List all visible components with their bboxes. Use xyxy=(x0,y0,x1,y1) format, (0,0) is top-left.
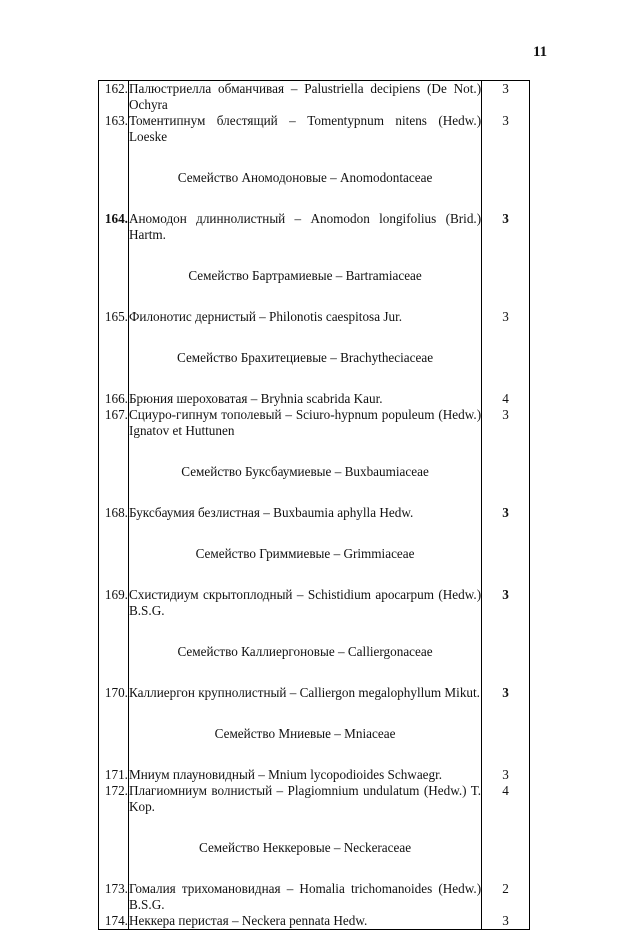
row-number: 166. xyxy=(99,391,129,407)
rarity-category: 4 xyxy=(482,783,530,815)
species-name: Схистидиум скрытоплодный – Schistidium apocarpum (Hedw.) B.S.G. xyxy=(128,587,482,618)
family-heading: Семейство Гриммиевые – Grimmiaceae xyxy=(128,521,481,587)
table-row xyxy=(99,767,530,783)
family-row xyxy=(99,145,530,211)
family-heading: Семейство Брахитециевые – Brachytheciaceae xyxy=(128,325,481,391)
rarity-category: 4 xyxy=(482,391,530,407)
row-number: 167. xyxy=(99,407,129,439)
table-row xyxy=(99,685,530,701)
species-name: Неккера перистая – Neckera pennata Hedw. xyxy=(128,913,481,930)
table-row xyxy=(99,113,530,145)
family-row xyxy=(99,815,530,881)
row-number: 168. xyxy=(99,505,129,521)
species-name: Плагиомниум волнистый – Plagiomnium undulatum (Hedw.) T. Kop. xyxy=(128,783,482,814)
row-number: 169. xyxy=(99,587,129,619)
row-number: 173. xyxy=(99,881,129,913)
family-heading: Семейство Неккеровые – Neckeraceae xyxy=(128,815,481,881)
table-row xyxy=(99,881,530,913)
row-number: 163. xyxy=(99,113,129,145)
row-number: 171. xyxy=(99,767,129,783)
table-row xyxy=(99,783,530,815)
rarity-category: 3 xyxy=(482,767,530,783)
species-name: Каллиергон крупнолистный – Calliergon megalophyllum Mikut. xyxy=(128,685,480,700)
rarity-category: 3 xyxy=(482,505,530,521)
rarity-category: 2 xyxy=(482,881,530,913)
row-number: 165. xyxy=(99,309,129,325)
row-number: 164. xyxy=(99,211,129,243)
table-row xyxy=(99,81,530,114)
family-row xyxy=(99,619,530,685)
species-name: Сциуро-гипнум тополевый – Sciuro-hypnum populeum (Hedw.) Ignatov et Huttunen xyxy=(128,407,482,438)
rarity-category: 3 xyxy=(482,113,530,145)
family-heading: Семейство Каллиергоновые – Calliergonaceae xyxy=(128,619,481,685)
row-number: 174. xyxy=(99,913,129,930)
family-row xyxy=(99,439,530,505)
species-name: Аномодон длиннолистный – Anomodon longifolius (Brid.) Hartm. xyxy=(128,211,482,242)
rarity-category: 3 xyxy=(482,81,530,114)
row-number: 170. xyxy=(99,685,129,701)
rarity-category: 3 xyxy=(482,685,530,701)
table-row xyxy=(99,391,530,407)
table-row xyxy=(99,587,530,619)
species-name: Брюния шероховатая – Bryhnia scabrida Kaur. xyxy=(128,391,481,407)
row-number: 162. xyxy=(99,81,129,114)
species-name: Буксбаумия безлистная – Buxbaumia aphylla Hedw. xyxy=(128,505,481,521)
species-name: Палюстриелла обманчивая – Palustriella decipiens (De Not.) Ochyra xyxy=(128,81,482,112)
table-row xyxy=(99,211,530,243)
family-heading: Семейство Буксбаумиевые – Buxbaumiaceae xyxy=(128,439,481,505)
species-table xyxy=(98,80,530,930)
species-name: Мниум плауновидный – Mnium lycopodioides Schwaegr. xyxy=(128,767,481,783)
rarity-category: 3 xyxy=(482,211,530,243)
species-name: Томентипнум блестящий – Tomentypnum nitens (Hedw.) Loeske xyxy=(128,113,482,144)
family-row xyxy=(99,701,530,767)
family-row xyxy=(99,325,530,391)
rarity-category: 3 xyxy=(482,407,530,439)
table-row xyxy=(99,505,530,521)
table-row xyxy=(99,913,530,930)
family-heading: Семейство Бартрамиевые – Bartramiaceae xyxy=(128,243,481,309)
family-row xyxy=(99,521,530,587)
page-number: 11 xyxy=(533,44,548,60)
row-number: 172. xyxy=(99,783,129,815)
species-name: Гомалия трихомановидная – Homalia trichomanoides (Hedw.) B.S.G. xyxy=(128,881,482,912)
family-heading: Семейство Мниевые – Mniaceae xyxy=(128,701,481,767)
family-row xyxy=(99,243,530,309)
rarity-category: 3 xyxy=(482,587,530,619)
species-name: Филонотис дернистый – Philonotis caespitosa Jur. xyxy=(128,309,481,325)
family-heading: Семейство Аномодоновые – Anomodontaceae xyxy=(128,145,481,211)
table-row xyxy=(99,407,530,439)
table-row xyxy=(99,309,530,325)
rarity-category: 3 xyxy=(482,309,530,325)
rarity-category: 3 xyxy=(482,913,530,930)
